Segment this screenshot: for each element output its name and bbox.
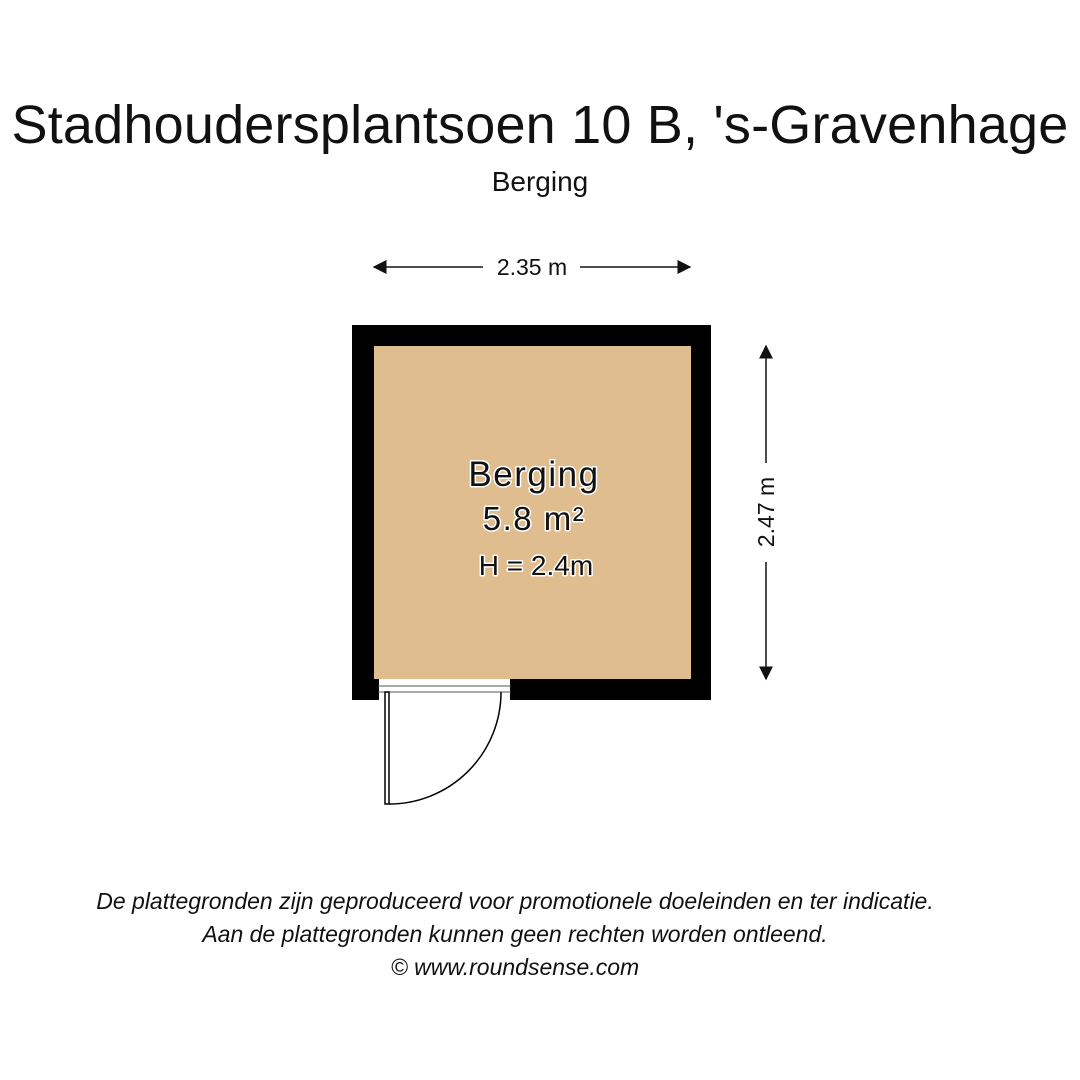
disclaimer-line: De plattegronden zijn geproduceerd voor promotionele doeleinden en ter indicatie. bbox=[96, 888, 934, 914]
room-name: Berging bbox=[468, 455, 600, 494]
page-subtitle: Berging bbox=[491, 166, 589, 197]
width-dimension-label: 2.35 m bbox=[496, 254, 568, 280]
door bbox=[378, 679, 511, 804]
depth-dimension-label: 2.47 m bbox=[753, 476, 779, 548]
door-opening bbox=[378, 679, 511, 700]
room-height: H = 2.4m bbox=[478, 550, 594, 581]
depth-dimension bbox=[753, 346, 779, 679]
page-title: Stadhoudersplantsoen 10 B, 's-Gravenhage bbox=[11, 95, 1069, 155]
disclaimer bbox=[0, 885, 1030, 984]
door-swing-arc bbox=[389, 692, 501, 804]
width-dimension bbox=[374, 254, 690, 280]
disclaimer-line: Aan de plattegronden kunnen geen rechten worden ontleend. bbox=[202, 921, 828, 947]
copyright: © www.roundsense.com bbox=[390, 954, 640, 980]
door-leaf bbox=[385, 692, 389, 804]
room-area: 5.8 m² bbox=[482, 500, 586, 537]
